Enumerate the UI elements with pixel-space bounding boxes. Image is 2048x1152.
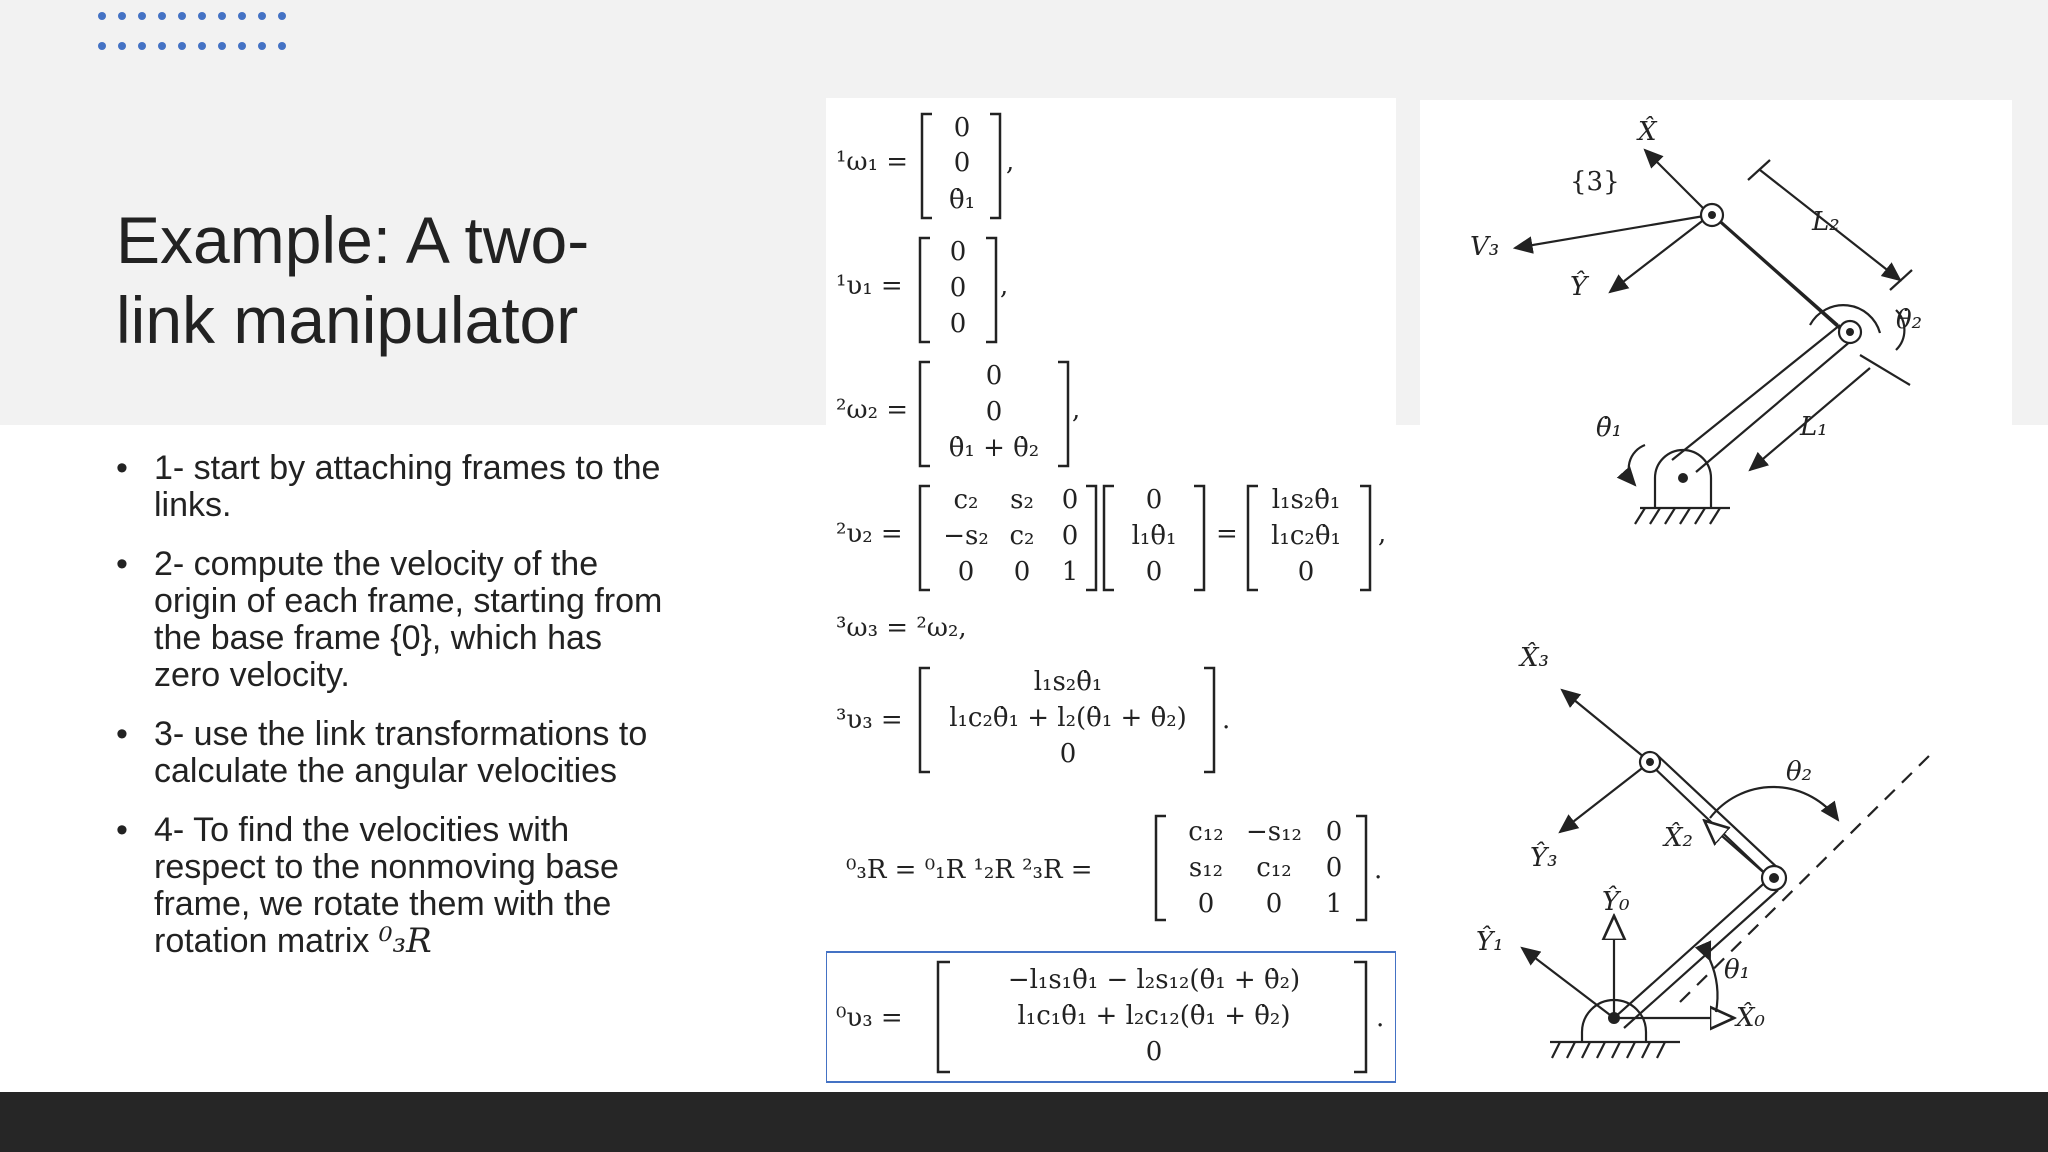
bullet-text: 3- use the link transformations to calculate the angular velocities (154, 715, 648, 790)
x-axis-arrow (1645, 150, 1710, 215)
v2-matrix-cell: c₂ (953, 485, 979, 515)
eq-R-lhs: ⁰₃R = ⁰₁R ¹₂R ²₃R = (846, 855, 1093, 885)
link-1-edge (1696, 340, 1852, 472)
v2-matrix-cell: 1 (1061, 557, 1079, 587)
period: . (1374, 855, 1383, 885)
bullet-text: 4- To find the velocities with respect to the nonmoving base frame, we rotate them with the rotation matrix (154, 811, 619, 960)
y1-axis-arrow (1522, 948, 1614, 1018)
frames-diagram-svg (1420, 610, 2012, 1080)
eq-w2-cell: 0 (985, 361, 1003, 391)
period: . (1376, 1003, 1385, 1033)
bullet-list (116, 450, 676, 982)
ground-hatch (1552, 1042, 1665, 1058)
link-1-extension (1680, 750, 1935, 1002)
bullet-text: 2- compute the velocity of the origin of each frame, starting from the base frame {0}, which has zero velocity. (154, 545, 663, 694)
v2-result-cell: 0 (1297, 557, 1315, 587)
decorative-dot (238, 12, 246, 20)
eq-w1-lhs: ¹ω₁ = (836, 147, 909, 177)
link-2-edge (1656, 754, 1782, 872)
R-matrix-cell: 0 (1325, 853, 1343, 883)
v2-vector-cell: l₁θ̇₁ (1131, 521, 1177, 551)
l2-tick (1748, 160, 1770, 180)
label-frame-3: {3} (1570, 167, 1620, 197)
R-matrix-cell: c₁₂ (1188, 817, 1224, 847)
v2-matrix-cell: 0 (1061, 485, 1079, 515)
bullet-item (116, 716, 676, 790)
bullet-text: 1- start by attaching frames to the links. (154, 449, 661, 524)
rotation-matrix-symbol: ⁰₃R (378, 921, 432, 961)
slide-title (116, 200, 676, 360)
label-x-hat: X̂ (1638, 117, 1657, 147)
equals: = (1216, 519, 1238, 549)
eq-w1-cell: 0 (953, 113, 971, 143)
y3-axis-arrow (1560, 762, 1650, 832)
joint-1 (1678, 473, 1688, 483)
bullet-item (116, 812, 676, 960)
link-2-edge (1720, 222, 1848, 336)
eq-v1-cell: 0 (949, 309, 967, 339)
decorative-dot (218, 42, 226, 50)
link-1 (1614, 878, 1770, 1018)
joint-2-center (1769, 873, 1779, 883)
slide-title-line-1: Example: A two- (116, 203, 590, 277)
v2-matrix-cell: c₂ (1009, 521, 1035, 551)
label-y-hat: Ŷ (1570, 272, 1588, 302)
slide-title-line-2: link manipulator (116, 283, 579, 357)
decorative-dot (158, 42, 166, 50)
eq-w2-lhs: ²ω₂ = (836, 395, 909, 425)
footer-bar (0, 1092, 2048, 1152)
ground-hatch (1635, 508, 1720, 524)
decorative-dot (178, 42, 186, 50)
comma: , (1000, 271, 1009, 301)
R-matrix-cell: −s₁₂ (1246, 817, 1302, 847)
x3-axis-arrow (1562, 690, 1650, 762)
R-matrix-cell: 0 (1325, 817, 1343, 847)
v03-cell: l₁c₁θ̇₁ + l₂c₁₂(θ̇₁ + θ̇₂) (1017, 1001, 1291, 1031)
eq-v1-cell: 0 (949, 237, 967, 267)
label-theta1: θ₁ (1724, 955, 1751, 985)
decorative-dot (98, 42, 106, 50)
theta2-arc (1710, 787, 1838, 820)
comma: , (1072, 395, 1081, 425)
l2-tick (1890, 270, 1912, 290)
v2-matrix-cell: s₂ (1010, 485, 1034, 515)
v2-vector-cell: 0 (1145, 485, 1163, 515)
velocity-diagram-svg (1420, 100, 2012, 560)
period: . (1222, 705, 1231, 735)
joint-2-center (1846, 328, 1854, 336)
R-matrix-cell: c₁₂ (1256, 853, 1292, 883)
theta1-arc (1629, 445, 1645, 485)
label-theta1-dot: θ̇₁ (1596, 413, 1623, 443)
v2-matrix-cell: −s₂ (943, 521, 989, 551)
v2-matrix-cell: 0 (957, 557, 975, 587)
comma: , (1378, 519, 1387, 549)
decorative-dot (138, 12, 146, 20)
label-x0: X̂₀ (1736, 1003, 1765, 1033)
eq-w2-cell: 0 (985, 397, 1003, 427)
eq-v2-lhs: ²υ₂ = (836, 519, 903, 549)
eq-w2-cell: θ̇₁ + θ̇₂ (948, 433, 1040, 463)
decorative-dot (258, 42, 266, 50)
decorative-dot (278, 12, 286, 20)
v2-vector-cell: 0 (1145, 557, 1163, 587)
bullet-item (116, 546, 676, 694)
label-y3: Ŷ₃ (1530, 843, 1558, 873)
decorative-dot (198, 42, 206, 50)
decorative-dot (218, 12, 226, 20)
joint-3-center (1646, 758, 1654, 766)
decorative-dot (98, 12, 106, 20)
decorative-dot (178, 12, 186, 20)
bullet-item (116, 450, 676, 524)
v2-result-cell: l₁s₂θ̇₁ (1271, 485, 1341, 515)
decorative-dot (238, 42, 246, 50)
eq-w3: ³ω₃ = ²ω₂, (836, 613, 967, 643)
v3-cell: l₁s₂θ̇₁ (1033, 667, 1103, 697)
v3-cell: 0 (1059, 739, 1077, 769)
decorative-dot (138, 42, 146, 50)
joint-3-center (1708, 211, 1716, 219)
v2-matrix-cell: 0 (1013, 557, 1031, 587)
decorative-dot (158, 12, 166, 20)
eq-w1-cell: θ̇₁ (948, 185, 976, 215)
v03-cell: −l₁s₁θ̇₁ − l₂s₁₂(θ̇₁ + θ̇₂) (1007, 965, 1301, 995)
v03-cell: 0 (1145, 1037, 1163, 1067)
decorative-dot (118, 12, 126, 20)
R-matrix-cell: 0 (1265, 889, 1283, 919)
equations-panel (826, 98, 1396, 1083)
eq-w1-cell: 0 (953, 148, 971, 178)
label-l2: L₂ (1812, 207, 1840, 237)
joint-1 (1608, 1012, 1620, 1024)
R-matrix-cell: 1 (1325, 889, 1343, 919)
label-theta2-dot: θ̇₂ (1896, 305, 1923, 335)
v3-cell: l₁c₂θ̇₁ + l₂(θ̇₁ + θ̇₂) (949, 703, 1187, 733)
label-y0: Ŷ₀ (1602, 887, 1630, 917)
decorative-dot (198, 12, 206, 20)
decorative-dot (258, 12, 266, 20)
eq-v03-lhs: ⁰υ₃ = (836, 1003, 903, 1033)
label-l1: L₁ (1800, 412, 1828, 442)
R-matrix-cell: s₁₂ (1188, 853, 1224, 883)
v3-arrow (1515, 215, 1710, 248)
label-x2: X̂₂ (1664, 823, 1693, 853)
v2-matrix-cell: 0 (1061, 521, 1079, 551)
label-x3: X̂₃ (1520, 643, 1549, 673)
eq-v3-lhs: ³υ₃ = (836, 705, 903, 735)
manipulator-diagram-frames (1420, 610, 2012, 1080)
R-matrix-cell: 0 (1197, 889, 1215, 919)
manipulator-diagram-velocity (1420, 100, 2012, 560)
label-theta2: θ₂ (1786, 757, 1813, 787)
label-y1: Ŷ₁ (1476, 927, 1504, 957)
eq-v1-lhs: ¹υ₁ = (836, 271, 903, 301)
decorative-dot (278, 42, 286, 50)
equations-svg (826, 98, 1396, 1083)
eq-v1-cell: 0 (949, 273, 967, 303)
y-axis-arrow (1610, 215, 1710, 292)
comma: , (1006, 147, 1015, 177)
theta1-arc (1710, 960, 1717, 1012)
label-v3: V₃ (1470, 232, 1500, 262)
decorative-dot (118, 42, 126, 50)
v2-result-cell: l₁c₂θ̇₁ (1271, 521, 1341, 551)
